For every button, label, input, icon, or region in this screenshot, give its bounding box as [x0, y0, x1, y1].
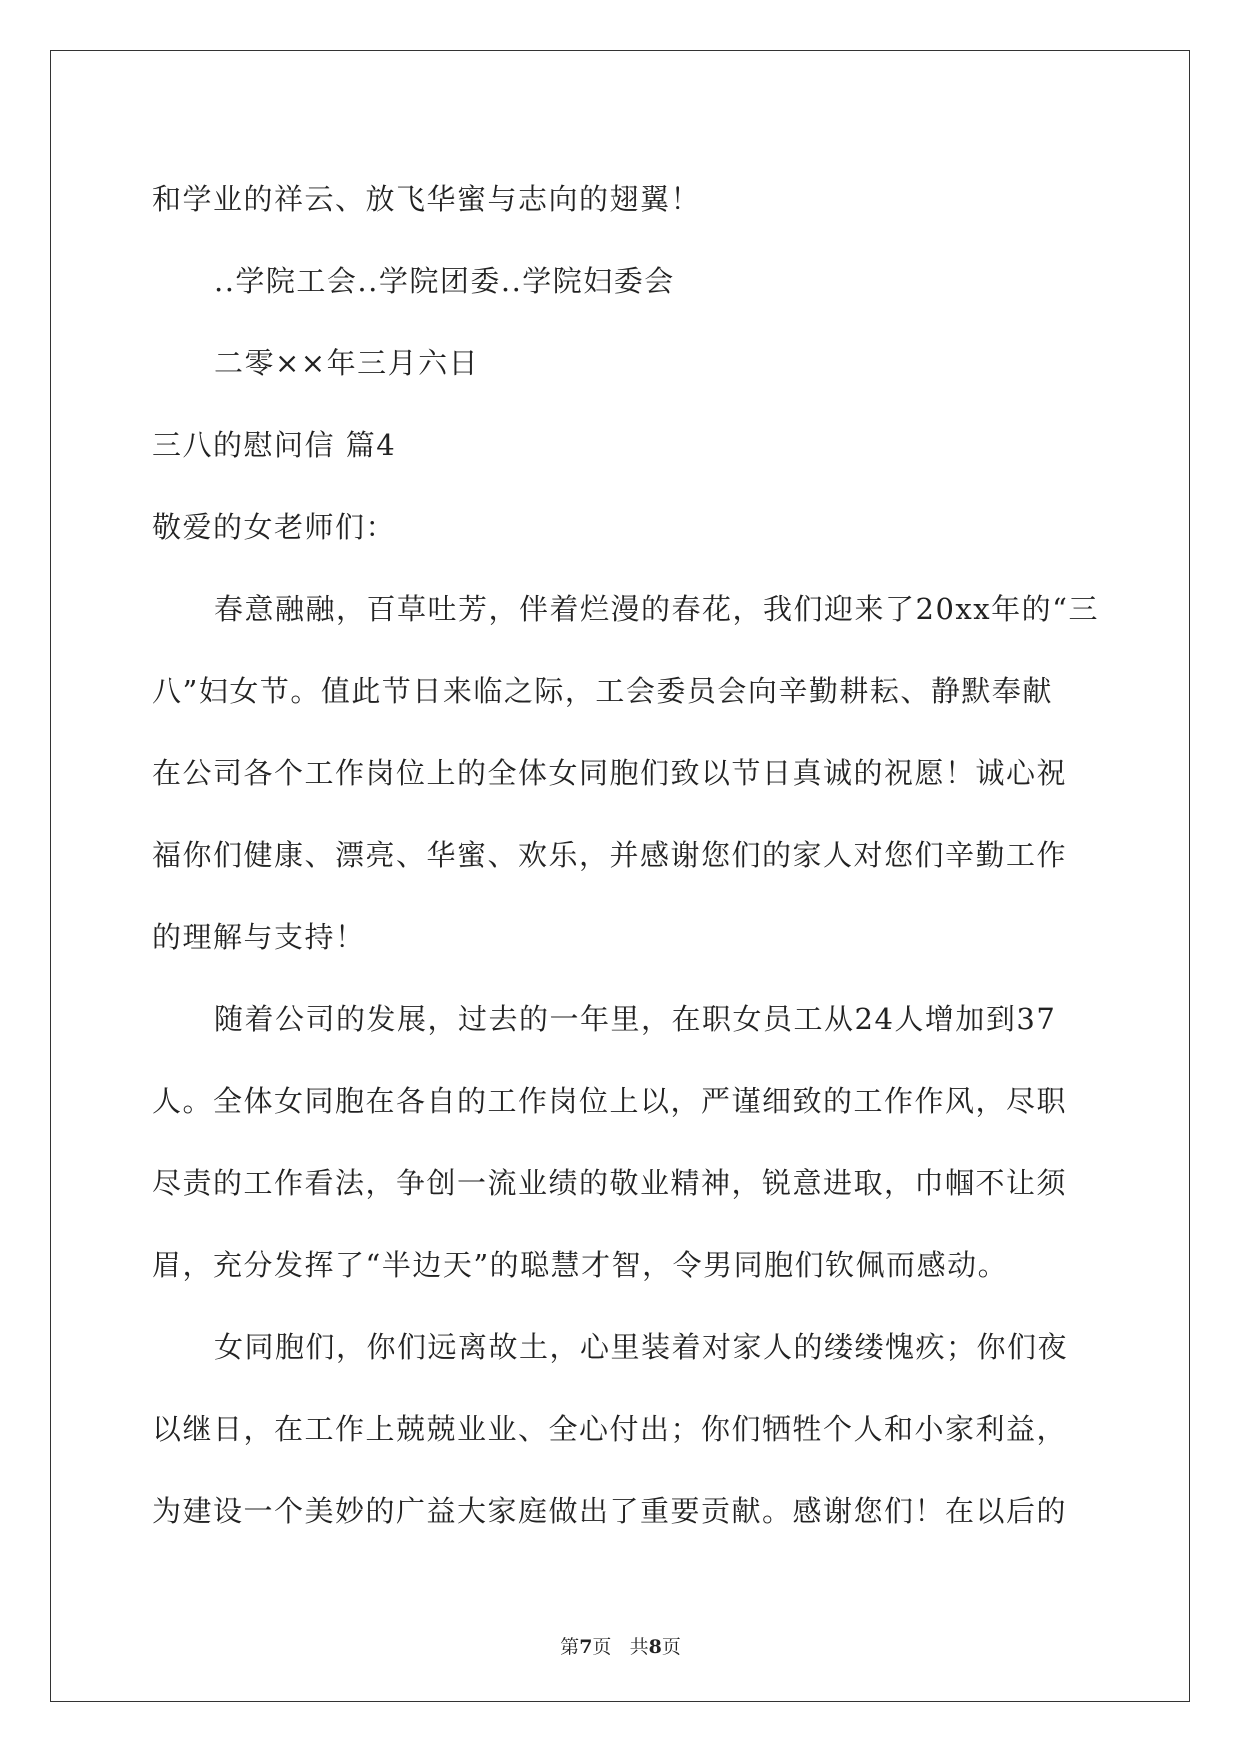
salutation: 敬爱的女老师们：: [152, 510, 397, 544]
text-line: 春意融融，百草吐芳，伴着烂漫的春花，我们迎来了20xx年的“三: [214, 592, 1099, 626]
text-line: 福你们健康、漂亮、华蜜、欢乐，并感谢您们的家人对您们辛勤工作: [152, 838, 1068, 872]
page-footer: [0, 1632, 1241, 1659]
text-line: 的理解与支持！: [152, 920, 366, 954]
text-line: 女同胞们，你们远离故土，心里装着对家人的缕缕愧疚；你们夜: [214, 1330, 1069, 1364]
text-line: 随着公司的发展，过去的一年里，在职女员工从24人增加到37: [214, 1002, 1057, 1036]
footer-page-word: 页: [592, 1636, 612, 1658]
footer-total-suffix: 页: [661, 1636, 681, 1658]
text-line: 尽责的工作看法，争创一流业绩的敬业精神，锐意进取，巾帼不让须: [152, 1166, 1068, 1200]
total-page-count: 8: [648, 1636, 662, 1658]
footer-prefix: 第: [560, 1636, 580, 1658]
text-line: 八”妇女节。值此节日来临之际，工会委员会向辛勤耕耘、静默奉献: [152, 674, 1053, 708]
text-line: 和学业的祥云、放飞华蜜与志向的翅翼！: [152, 182, 702, 216]
document-body: [152, 158, 1099, 1552]
footer-total-prefix: 共: [629, 1636, 649, 1658]
date-line: 二零××年三月六日: [214, 346, 480, 380]
text-line: 为建设一个美妙的广益大家庭做出了重要贡献。感谢您们！在以后的: [152, 1494, 1068, 1528]
signature-line: ..学院工会..学院团委..学院妇委会: [214, 264, 675, 298]
text-line: 眉，充分发挥了“半边天”的聪慧才智，令男同胞们钦佩而感动。: [152, 1248, 1009, 1282]
text-line: 在公司各个工作岗位上的全体女同胞们致以节日真诚的祝愿！诚心祝: [152, 756, 1068, 790]
text-line: 人。全体女同胞在各自的工作岗位上以，严谨细致的工作作风，尽职: [152, 1084, 1068, 1118]
current-page-number: 7: [579, 1636, 593, 1658]
text-line: 以继日，在工作上兢兢业业、全心付出；你们牺牲个人和小家利益，: [152, 1412, 1068, 1446]
section-heading: 三八的慰问信 篇4: [152, 428, 397, 462]
